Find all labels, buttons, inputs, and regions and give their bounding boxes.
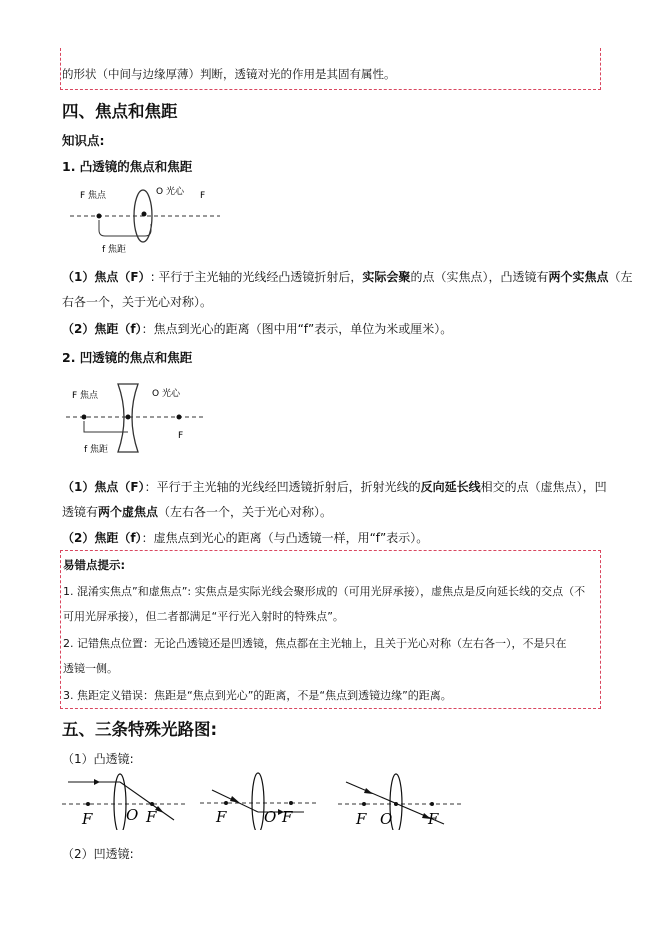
focus-point-right: [430, 802, 434, 806]
convex-p1-c: （左: [608, 270, 633, 284]
convex-p1-label: （1）焦点（F）: [62, 270, 151, 284]
knowledge-label: 知识点:: [62, 133, 105, 148]
concave-focus-diagram: [66, 380, 226, 460]
tips-line-2: 可用光屏承接），但二者都满足“平行光入射时的特殊点”。: [63, 610, 344, 623]
optical-center-point: [126, 415, 131, 420]
focus-point-left: [362, 802, 366, 806]
convex-p1-b: 的点（实焦点），凸透镜有: [410, 270, 549, 284]
ray2-o: O: [264, 808, 277, 826]
concave-p1-label: （1）焦点（F）: [62, 480, 145, 494]
convex-p2: [62, 321, 452, 337]
concave-p2-text: ：虚焦点到光心的距离（与凸透镜一样，用“f”表示）。: [141, 531, 429, 545]
ray3-f2: F: [428, 810, 439, 828]
focus-point-right: [177, 415, 182, 420]
convex-p1-line1: [62, 269, 632, 285]
ray-diagram-3: [336, 770, 466, 830]
arrow-icon: [230, 796, 240, 803]
fig-concave-f-length: f 焦距: [84, 445, 109, 455]
concave-p1-line2-a: 透镜有: [62, 505, 99, 519]
concave-p1-line1: [62, 479, 607, 495]
fig-convex-f-focus: F 焦点: [80, 191, 107, 201]
section-4-heading: 四、焦点和焦距: [62, 102, 178, 121]
concave-p2: [62, 530, 428, 546]
ray1-f1: F: [82, 810, 93, 828]
fig-convex-f-length: f 焦距: [102, 245, 127, 255]
ray3-o: O: [380, 810, 393, 828]
convex-rays-label: （1）凸透镜:: [62, 752, 134, 766]
focus-point-left: [86, 802, 90, 806]
focal-length-bracket: [84, 421, 128, 432]
ray-diagram-2: [198, 770, 318, 830]
fig-concave-o-center: O 光心: [152, 389, 180, 399]
concave-p1-a: ：平行于主光轴的光线经凹透镜折射后，折射光线的: [144, 480, 421, 494]
focus-point-left: [82, 415, 87, 420]
convex-p1-line2: 右各一个，关于光心对称）。: [62, 295, 213, 309]
concave-p2-label: （2）焦距（f）: [62, 531, 142, 545]
focal-length-bracket: [99, 220, 151, 236]
concave-rays-label: （2）凹透镜:: [62, 847, 134, 861]
convex-p1-a: : 平行于主光轴的光线经凸透镜折射后，: [150, 270, 363, 284]
concave-p1-bold1: 反向延长线: [420, 480, 481, 494]
fig-concave-f-focus: F 焦点: [72, 391, 99, 401]
arrow-icon: [364, 788, 373, 794]
ray2-f2: F: [282, 808, 293, 826]
tips-line-4: 透镜一侧。: [63, 662, 118, 675]
convex-title: 1. 凸透镜的焦点和焦距: [62, 159, 193, 174]
convex-p1-bold1: 实际会聚: [362, 270, 411, 284]
focus-point-left: [224, 801, 228, 805]
tips-title: 易错点提示:: [63, 558, 126, 572]
ray1-o: O: [126, 806, 139, 824]
fig-convex-f: F: [200, 191, 206, 201]
concave-p1-line2-bold: 两个虚焦点: [98, 505, 159, 519]
optical-center-point: [142, 212, 147, 217]
convex-p1-bold2: 两个实焦点: [548, 270, 609, 284]
tips-line-5: 3. 焦距定义错误：焦距是“焦点到光心”的距离，不是“焦点到透镜边缘”的距离。: [63, 689, 452, 702]
ray1-f2: F: [146, 808, 157, 826]
concave-p1-line2: [62, 504, 332, 520]
fig-concave-f: F: [178, 431, 184, 441]
concave-title: 2. 凹透镜的焦点和焦距: [62, 350, 193, 365]
concave-p1-b: 相交的点（虚焦点），凹: [480, 480, 607, 494]
focus-point-left: [97, 214, 102, 219]
tips-line-3: 2. 记错焦点位置：无论凸透镜还是凹透镜，焦点都在主光轴上，且关于光心对称（左右各一），不是只在: [63, 637, 567, 650]
top-note-text: 的形状（中间与边缘厚薄）判断，透镜对光的作用是其固有属性。: [62, 67, 396, 81]
convex-p2-text: ：焦点到光心的距离（图中用“f”表示，单位为米或厘米）。: [141, 322, 453, 336]
tips-line-1: 1. 混淆实焦点”和虚焦点”: 实焦点是实际光线会聚形成的（可用光屏承接），虚焦点是反向延长线的交点（不: [63, 585, 586, 598]
convex-lens-shape: [252, 773, 264, 830]
concave-p1-line2-b: （左右各一个，关于光心对称）。: [158, 505, 333, 519]
section-5-heading: 五、三条特殊光路图:: [62, 720, 218, 739]
arrow-icon: [94, 779, 100, 785]
focus-point-right: [289, 801, 293, 805]
fig-convex-o-center: O 光心: [156, 187, 184, 197]
tips-box: [60, 550, 601, 709]
ray2-f1: F: [216, 808, 227, 826]
convex-p2-label: （2）焦距（f）: [62, 322, 142, 336]
ray3-f1: F: [356, 810, 367, 828]
convex-focus-diagram: [70, 180, 230, 260]
ray-diagram-1: [60, 770, 190, 830]
